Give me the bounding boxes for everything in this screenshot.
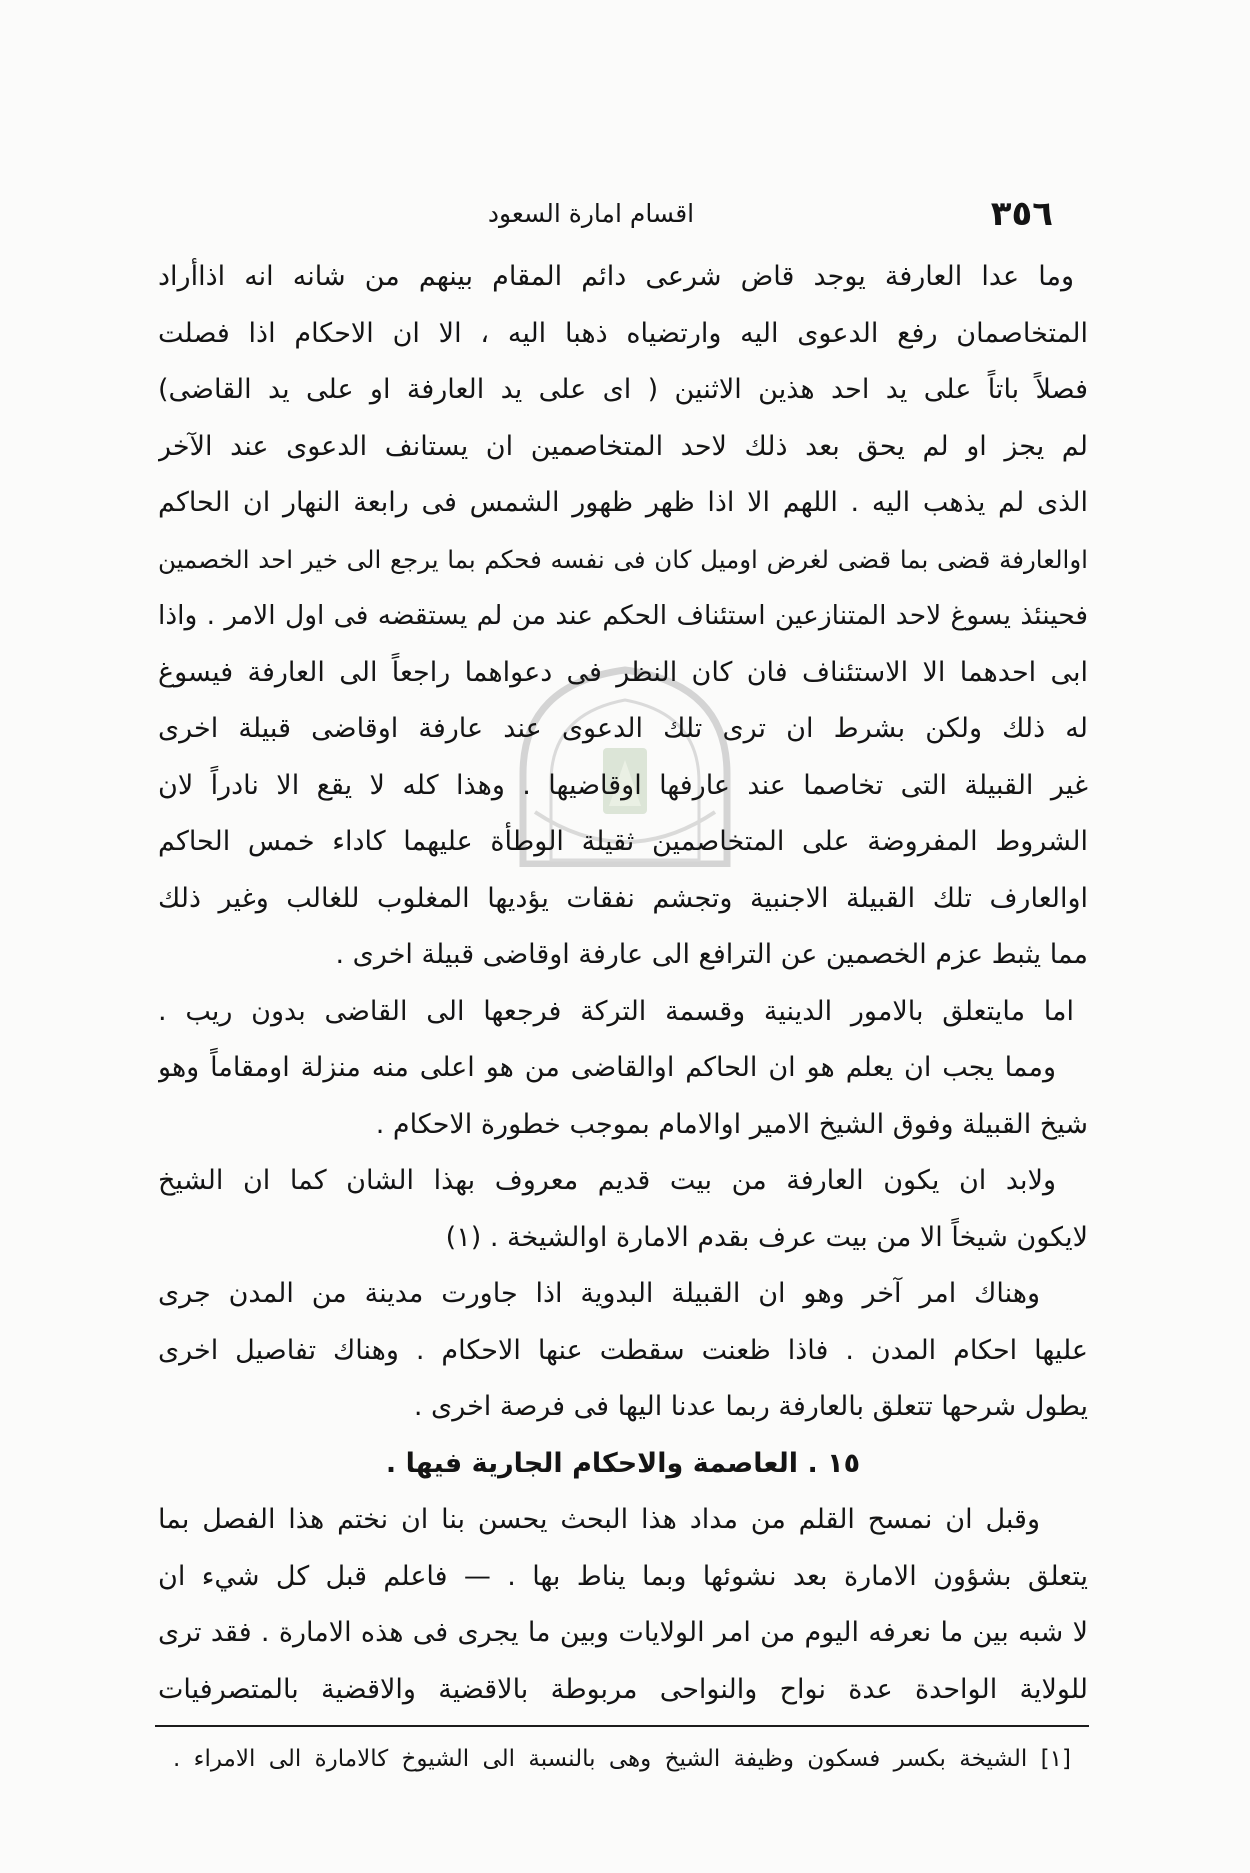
body-line: اما مايتعلق بالامور الدينية وقسمة التركة فرجعها الى القاضى بدون ريب . bbox=[158, 995, 1074, 1027]
body-line: للولاية الواحدة عدة نواح والنواحى مربوطة بالاقضية والاقضية بالمتصرفيات bbox=[158, 1673, 1088, 1705]
body-line: عليها احكام المدن . فاذا ظعنت سقطت عنها الاحكام . وهناك تفاصيل اخرى bbox=[158, 1334, 1088, 1366]
body-line: غير القبيلة التى تخاصما عند عارفها اوقاضيها . وهذا كله لا يقع الا نادراً لان bbox=[158, 769, 1088, 801]
body-line: لم يجز او لم يحق بعد ذلك لاحد المتخاصمين ان يستانف الدعوى عند الآخر bbox=[158, 430, 1088, 462]
body-line: فصلاً باتاً على يد احد هذين الاثنين ( اى على يد العارفة او على يد القاضى) bbox=[158, 374, 1088, 405]
body-line: المتخاصمان رفع الدعوى اليه وارتضياه ذهبا اليه ، الا ان الاحكام اذا فصلت bbox=[158, 317, 1088, 349]
body-line: ومما يجب ان يعلم هو ان الحاكم اوالقاضى من هو اعلى منه منزلة اومقاماً وهو bbox=[158, 1052, 1056, 1083]
body-line: لايكون شيخاً الا من بيت عرف بقدم الامارة اوالشيخة . (١) bbox=[445, 1221, 1088, 1253]
running-title: اقسام امارة السعود bbox=[487, 199, 695, 228]
body-line: ابى احدهما الا الاستئناف فان كان النظر فى دعواهما راجعاً الى العارفة فيسوغ bbox=[158, 656, 1088, 688]
body-line: لا شبه بين ما نعرفه اليوم من امر الولايات وبين ما يجرى فى هذه الامارة . فقد ترى bbox=[158, 1617, 1088, 1648]
page-number: ٣٥٦ bbox=[990, 194, 1053, 234]
body-line: مما يثبط عزم الخصمين عن الترافع الى عارفة اوقاضى قبيلة اخرى . bbox=[335, 939, 1088, 970]
section-heading: ١٥ . العاصمة والاحكام الجارية فيها . bbox=[385, 1447, 861, 1479]
body-line: يتعلق بشؤون الامارة بعد نشوئها وبما يناط بها . — فاعلم قبل كل شيء ان bbox=[158, 1560, 1088, 1592]
body-line: اوالعارفة قضى بما قضى لغرض اوميل كان فى نفسه فحكم بما يرجع الى خير احد الخصمين bbox=[158, 544, 1088, 574]
body-line: وهناك امر آخر وهو ان القبيلة البدوية اذا جاورت مدينة من المدن جرى bbox=[158, 1278, 1040, 1309]
footnote-rule bbox=[155, 1725, 1089, 1727]
body-line: فحينئذ يسوغ لاحد المتنازعين استئناف الحكم عند من لم يستقضه فى اول الامر . واذا bbox=[158, 600, 1088, 631]
footnote-marker: [١] bbox=[1040, 1746, 1071, 1772]
footnote bbox=[173, 1740, 1071, 1778]
body-line: ولابد ان يكون العارفة من بيت قديم معروف بهذا الشان كما ان الشيخ bbox=[158, 1165, 1056, 1196]
body-line: اوالعارف تلك القبيلة الاجنبية وتجشم نفقات يؤديها المغلوب للغالب وغير ذلك bbox=[158, 882, 1088, 914]
body-line: له ذلك ولكن بشرط ان ترى تلك الدعوى عند عارفة اوقاضى قبيلة اخرى bbox=[158, 713, 1088, 744]
body-line: شيخ القبيلة وفوق الشيخ الامير اوالامام بموجب خطورة الاحكام . bbox=[375, 1108, 1088, 1140]
body-line: وما عدا العارفة يوجد قاض شرعى دائم المقام بينهم من شانه انه اذاأراد bbox=[158, 261, 1074, 292]
body-line: وقبل ان نمسح القلم من مداد هذا البحث يحسن بنا ان نختم هذا الفصل بما bbox=[158, 1504, 1040, 1535]
footnote-text: الشيخة بكسر فسكون وظيفة الشيخ وهى بالنسبة الى الشيوخ كالامارة الى الامراء . bbox=[173, 1746, 1028, 1772]
body-line: يطول شرحها تتعلق بالعارفة ربما عدنا اليها فى فرصة اخرى . bbox=[413, 1391, 1088, 1422]
body-text bbox=[158, 249, 1088, 1718]
body-line: الذى لم يذهب اليه . اللهم الا اذا ظهر ظهور الشمس فى رابعة النهار ان الحاكم bbox=[158, 487, 1088, 518]
body-line: الشروط المفروضة على المتخاصمين ثقيلة الوطأة عليهما كاداء خمس الحاكم bbox=[158, 826, 1088, 857]
